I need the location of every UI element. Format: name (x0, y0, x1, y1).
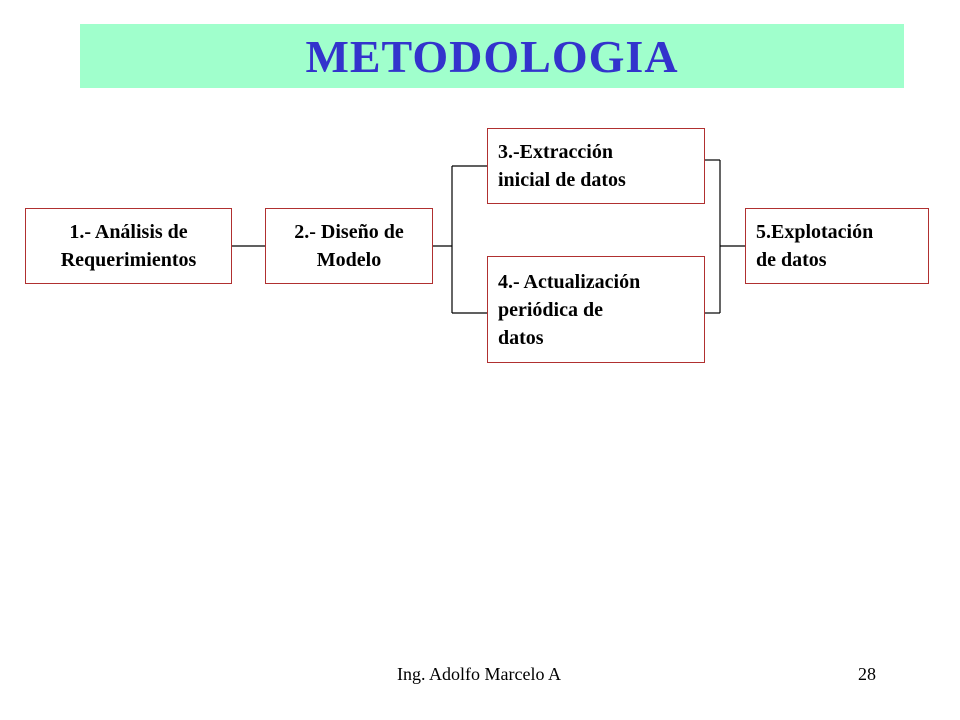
step-2-line-1: 2.- Diseño de (294, 221, 404, 243)
step-5-line-2: de datos (756, 249, 827, 271)
step-3-line-2: inicial de datos (498, 169, 626, 191)
page-title: METODOLOGIA (305, 30, 679, 82)
step-4-line-1: 4.- Actualización (498, 270, 641, 293)
step-2-line-2: Modelo (316, 249, 382, 271)
step-4-line-3: datos (498, 326, 544, 349)
step-3-box (487, 128, 705, 204)
step-5-box (745, 208, 929, 284)
step-4-line-2: periódica de (498, 298, 603, 321)
footer-page-number: 28 (858, 664, 876, 684)
step-4-box (487, 256, 705, 363)
step-3-line-1: 3.-Extracción (498, 141, 613, 163)
step-1-box (25, 208, 232, 284)
step-1-line-2: Requerimientos (60, 249, 197, 271)
step-1-line-1: 1.- Análisis de (69, 221, 188, 243)
footer-author: Ing. Adolfo Marcelo A (397, 664, 561, 684)
step-5-line-1: 5.Explotación (756, 221, 874, 243)
step-2-box (265, 208, 433, 284)
